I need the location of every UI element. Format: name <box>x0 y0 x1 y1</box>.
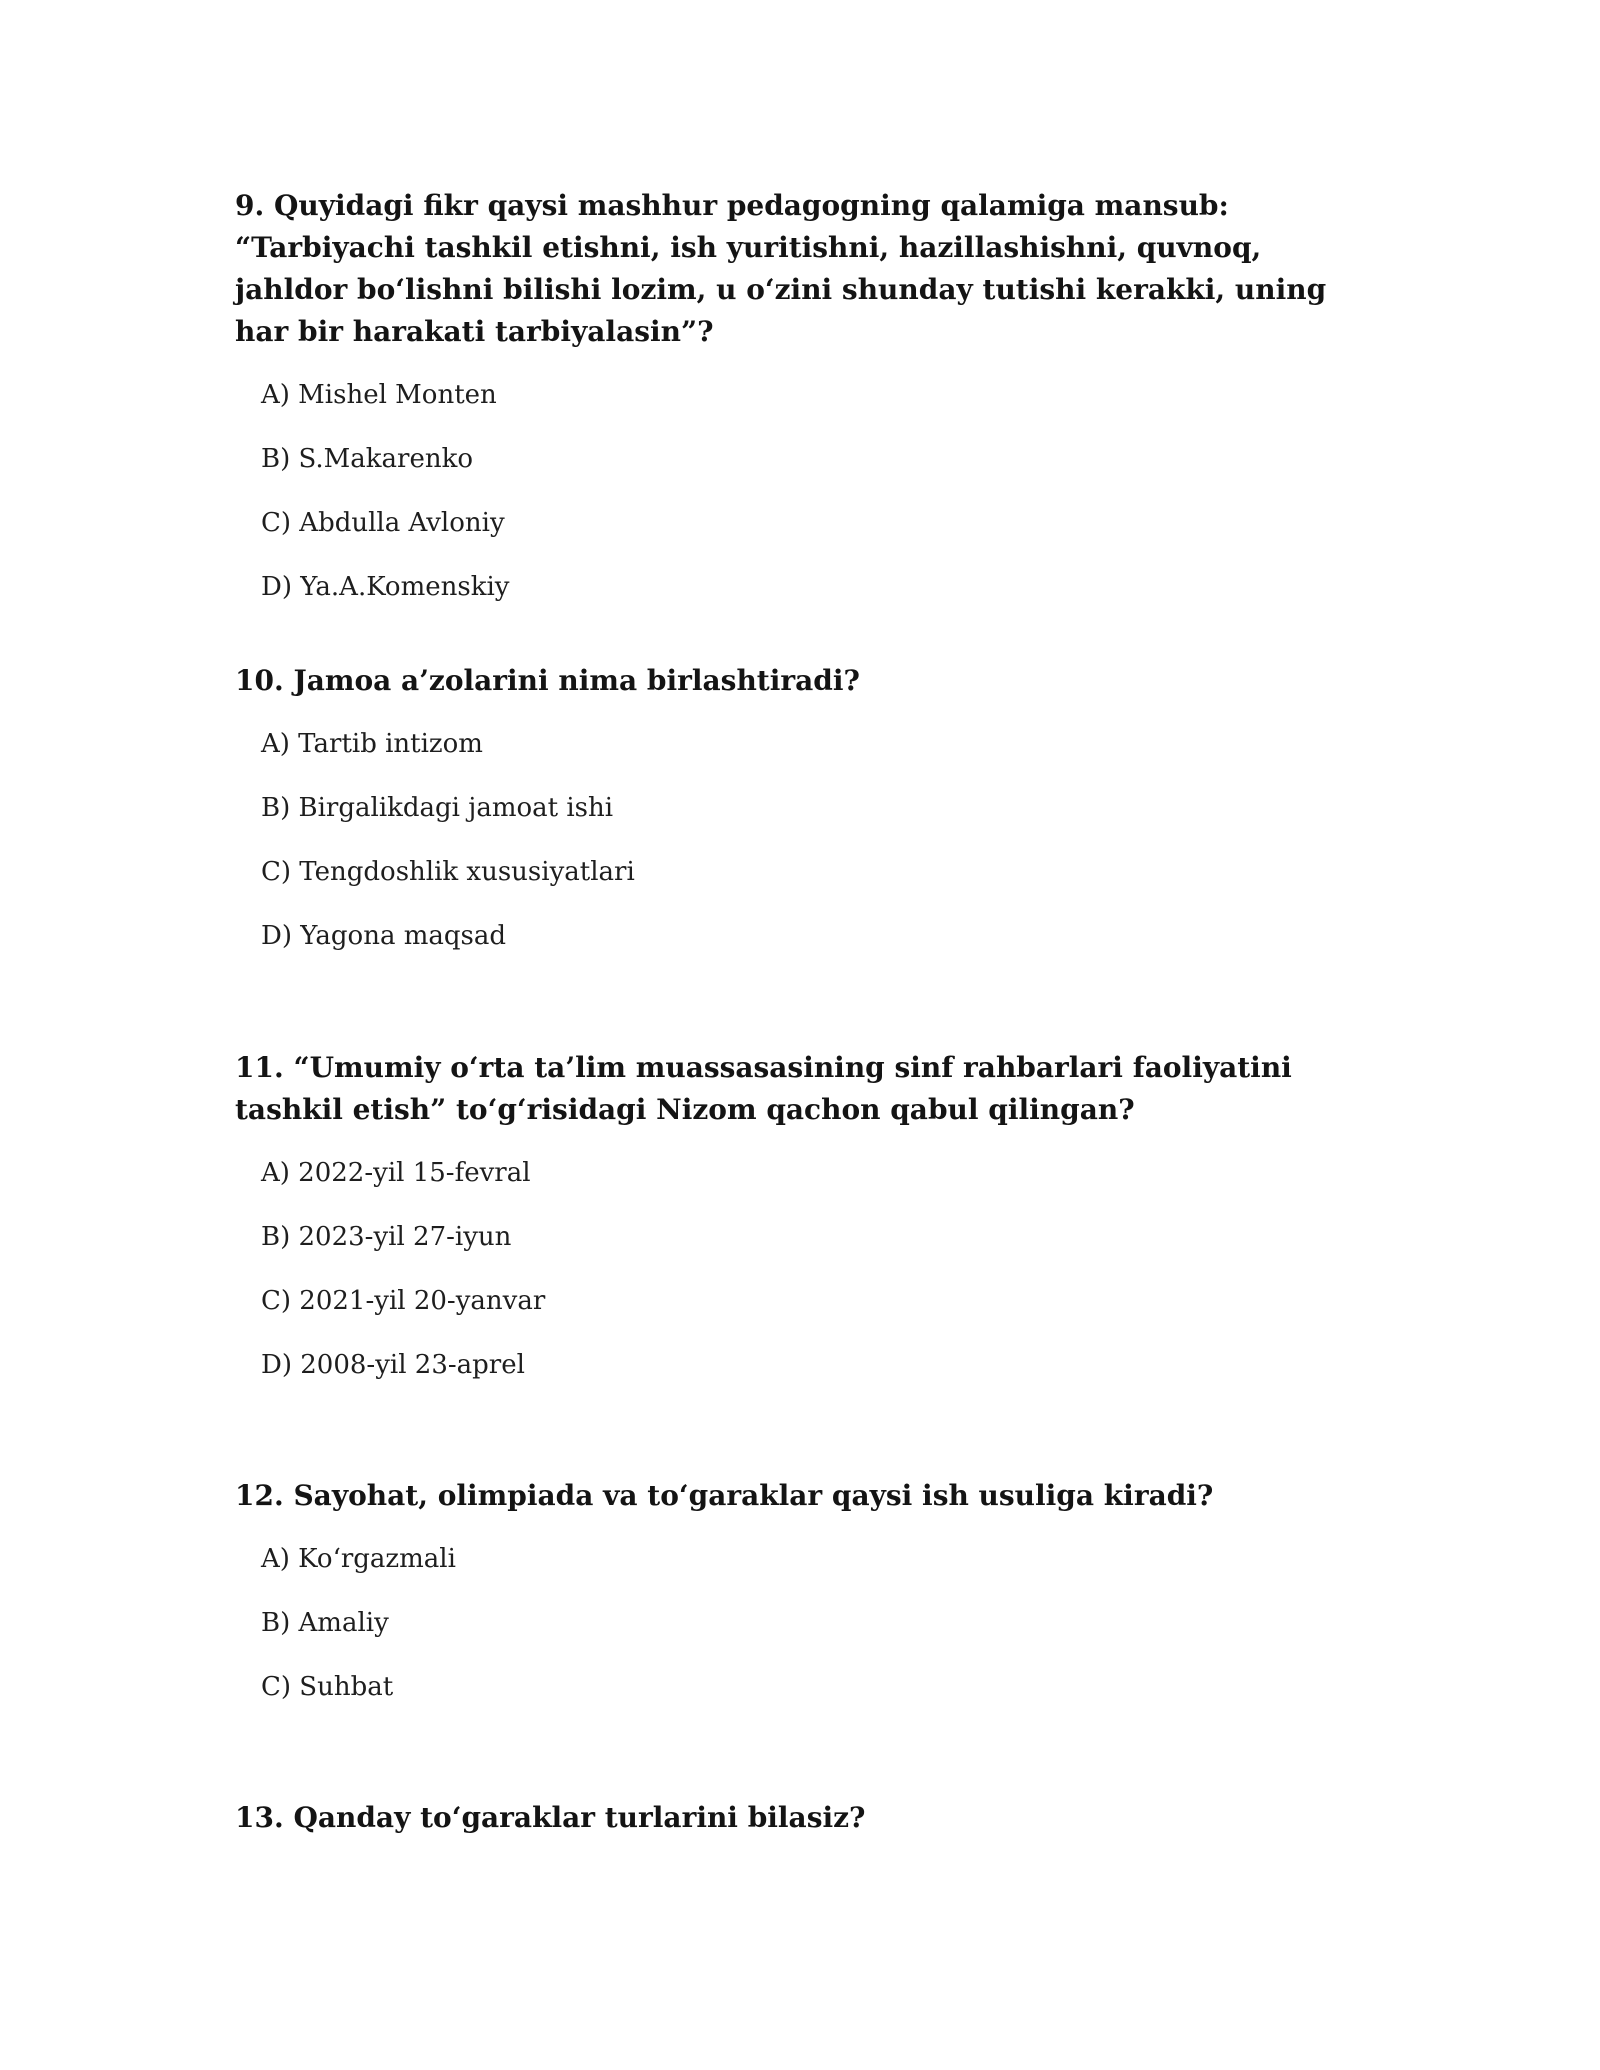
option-b: B) 2023-yil 27-iyun <box>261 1222 512 1252</box>
answer-options <box>235 1544 1213 1702</box>
question-text: 10. Jamoa a’zolarini nima birlashtiradi? <box>235 664 860 697</box>
option-a: A) Mishel Monten <box>261 380 497 410</box>
option-c: C) Tengdoshlik xususiyatlari <box>261 857 635 887</box>
option-b: B) Birgalikdagi jamoat ishi <box>261 793 614 823</box>
question-text: 11. “Umumiy o‘rta ta’lim muassasasining sinf rahbarlari faoliyatini tashkil etish” to‘g‘risidagi Nizom qachon qabul qilingan? <box>235 1051 1292 1126</box>
question-11 <box>235 1047 1365 1380</box>
question-10 <box>235 660 860 951</box>
option-c: C) Abdulla Avloniy <box>261 508 505 538</box>
question-text: 12. Sayohat, olimpiada va to‘garaklar qaysi ish usuliga kiradi? <box>235 1479 1214 1512</box>
option-d: D) 2008-yil 23-aprel <box>261 1350 525 1380</box>
option-a: A) 2022-yil 15-fevral <box>261 1158 531 1188</box>
option-a: A) Tartib intizom <box>261 729 483 759</box>
question-9 <box>235 185 1365 602</box>
option-a: A) Ko‘rgazmali <box>261 1544 456 1574</box>
question-text: 9. Quyidagi fikr qaysi mashhur pedagogning qalamiga mansub: “Tarbiyachi tashkil etishni, ish yuritishni, hazillashishni, quvnoq, jahldor bo‘lishni bilishi lozim, u o‘zini shunday tutishi kerakki, uning har bir harakati tarbiyalasin”? <box>235 189 1327 348</box>
option-d: D) Yagona maqsad <box>261 921 506 951</box>
question-text: 13. Qanday to‘garaklar turlarini bilasiz? <box>235 1801 866 1834</box>
option-b: B) Amaliy <box>261 1608 389 1638</box>
answer-options <box>235 729 860 951</box>
question-13 <box>235 1797 865 1839</box>
option-d: D) Ya.A.Komenskiy <box>261 572 510 602</box>
answer-options <box>235 1158 1365 1380</box>
option-b: B) S.Makarenko <box>261 444 474 474</box>
option-c: C) 2021-yil 20-yanvar <box>261 1286 546 1316</box>
question-12 <box>235 1475 1213 1702</box>
answer-options <box>235 380 1365 602</box>
option-c: C) Suhbat <box>261 1672 394 1702</box>
